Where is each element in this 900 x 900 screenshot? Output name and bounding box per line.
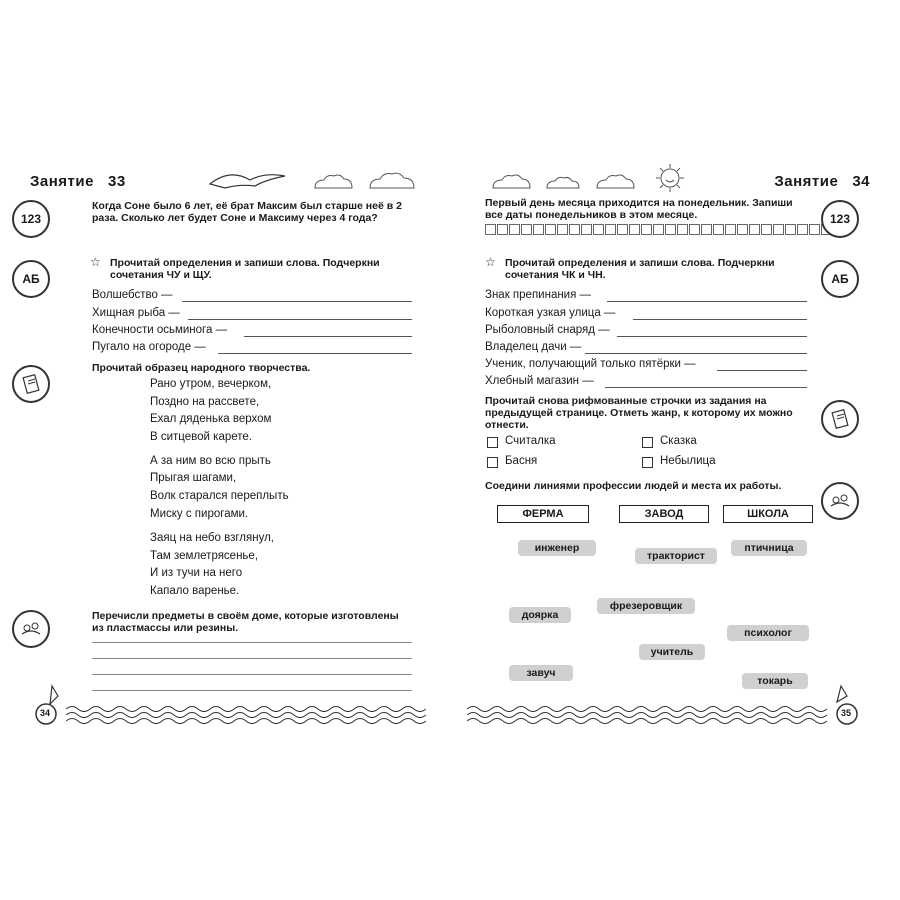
profession-card[interactable]: птичница bbox=[731, 540, 807, 556]
answer-line[interactable] bbox=[607, 301, 807, 302]
page-number: 34 bbox=[40, 708, 51, 718]
star-icon: ☆ bbox=[485, 255, 496, 269]
task-instruction: Прочитай образец народного творчества. bbox=[92, 362, 311, 374]
header-decoration bbox=[205, 166, 435, 192]
definition-line: Ученик, получающий только пятёрки — bbox=[485, 358, 807, 374]
page-number: 35 bbox=[841, 708, 852, 718]
pencil-icon bbox=[825, 682, 869, 726]
poem-line: В ситцевой карете. bbox=[150, 431, 252, 443]
lesson-title: Занятие 33 bbox=[30, 173, 126, 190]
profession-card[interactable]: токарь bbox=[742, 673, 808, 689]
task-text: Первый день месяца приходится на понедельник. Запиши все даты понедельников в этом месяце. bbox=[485, 197, 793, 221]
answer-line[interactable] bbox=[92, 674, 412, 675]
poem-line: Поздно на рассвете, bbox=[150, 396, 260, 408]
genre-checkbox[interactable] bbox=[487, 457, 498, 468]
answer-line[interactable] bbox=[617, 336, 807, 337]
sun-icon bbox=[656, 164, 684, 192]
definition-line: Хлебный магазин — bbox=[485, 375, 807, 391]
star-icon: ☆ bbox=[90, 255, 101, 269]
genre-label: Небылица bbox=[660, 455, 716, 467]
poem-line: Ехал дяденька верхом bbox=[150, 413, 272, 425]
header-decoration bbox=[485, 162, 725, 194]
lesson-title: Занятие 34 bbox=[774, 173, 870, 190]
definition-line: Короткая узкая улица — bbox=[485, 307, 807, 323]
genre-checkbox[interactable] bbox=[487, 437, 498, 448]
poem-line: Заяц на небо взглянул, bbox=[150, 532, 274, 544]
answer-grid[interactable] bbox=[485, 224, 845, 235]
answer-line[interactable] bbox=[92, 658, 412, 659]
genre-label: Считалка bbox=[505, 435, 556, 447]
poem-line: Прыгая шагами, bbox=[150, 472, 237, 484]
profession-card[interactable]: учитель bbox=[639, 644, 705, 660]
profession-card[interactable]: психолог bbox=[727, 625, 809, 641]
definition-line: Пугало на огороде — bbox=[92, 341, 412, 357]
place-school[interactable]: ШКОЛА bbox=[723, 505, 813, 523]
task-instruction: Прочитай снова рифмованные строчки из задания на предыдущей странице. Отметь жанр, к которому их можно отнести. bbox=[485, 395, 793, 431]
poem-line: Капало варенье. bbox=[150, 585, 240, 597]
cloud-icon bbox=[315, 175, 352, 188]
answer-line[interactable] bbox=[244, 336, 412, 337]
cloud-icon bbox=[547, 177, 579, 188]
definition-line: Конечности осьминога — bbox=[92, 324, 412, 340]
place-factory[interactable]: ЗАВОД bbox=[619, 505, 709, 523]
profession-card[interactable]: инженер bbox=[518, 540, 596, 556]
definition-line: Хищная рыба — bbox=[92, 307, 412, 323]
wave-decoration bbox=[66, 703, 426, 725]
profession-card[interactable]: фрезеровщик bbox=[597, 598, 695, 614]
task-instruction: Прочитай определения и запиши слова. Подчеркни сочетания ЧУ и ЩУ. bbox=[110, 257, 380, 281]
cloud-icon bbox=[597, 175, 634, 188]
genre-checkbox[interactable] bbox=[642, 437, 653, 448]
profession-card[interactable]: тракторист bbox=[635, 548, 717, 564]
cloud-icon bbox=[370, 173, 414, 188]
book-icon bbox=[12, 365, 50, 403]
answer-line[interactable] bbox=[633, 319, 807, 320]
task-instruction: Прочитай определения и запиши слова. Подчеркни сочетания ЧК и ЧН. bbox=[505, 257, 775, 281]
birds-icon bbox=[12, 610, 50, 648]
task-instruction: Соедини линиями профессии людей и места их работы. bbox=[485, 480, 782, 492]
poem-line: И из тучи на него bbox=[150, 567, 243, 579]
abc-icon: АБ bbox=[821, 260, 859, 298]
profession-card[interactable]: завуч bbox=[509, 665, 573, 681]
genre-checkbox[interactable] bbox=[642, 457, 653, 468]
abc-icon: АБ bbox=[12, 260, 50, 298]
poem-line: А за ним во всю прыть bbox=[150, 455, 271, 467]
definition-line: Владелец дачи — bbox=[485, 341, 807, 357]
bird-icon bbox=[210, 175, 285, 188]
poem-line: Волк старался переплыть bbox=[150, 490, 289, 502]
book-icon bbox=[821, 400, 859, 438]
definition-line: Рыболовный снаряд — bbox=[485, 324, 807, 340]
left-page bbox=[20, 160, 425, 740]
poem-line: Рано утром, вечерком, bbox=[150, 378, 272, 390]
task-instruction: Перечисли предметы в своём доме, которые изготовлены из пластмассы или резины. bbox=[92, 610, 399, 634]
answer-line[interactable] bbox=[92, 642, 412, 643]
123-icon: 123 bbox=[12, 200, 50, 238]
profession-card[interactable]: доярка bbox=[509, 607, 571, 623]
genre-label: Сказка bbox=[660, 435, 697, 447]
poem-line: Миску с пирогами. bbox=[150, 508, 249, 520]
cloud-icon bbox=[493, 175, 530, 188]
answer-line[interactable] bbox=[218, 353, 412, 354]
birds-icon bbox=[821, 482, 859, 520]
answer-line[interactable] bbox=[585, 353, 807, 354]
poem-line: Там землетрясенье, bbox=[150, 550, 259, 562]
answer-line[interactable] bbox=[182, 301, 412, 302]
place-farm[interactable]: ФЕРМА bbox=[497, 505, 589, 523]
definition-line: Знак препинания — bbox=[485, 289, 807, 305]
task-text: Когда Соне было 6 лет, её брат Максим был старше неё в 2 раза. Сколько лет будет Соне и Максиму через 4 года? bbox=[92, 200, 402, 224]
genre-label: Басня bbox=[505, 455, 538, 467]
123-icon: 123 bbox=[821, 200, 859, 238]
answer-line[interactable] bbox=[188, 319, 412, 320]
answer-line[interactable] bbox=[92, 690, 412, 691]
definition-line: Волшебство — bbox=[92, 289, 412, 305]
answer-line[interactable] bbox=[605, 387, 807, 388]
answer-line[interactable] bbox=[717, 370, 807, 371]
right-page bbox=[475, 160, 870, 740]
wave-decoration bbox=[467, 703, 827, 725]
